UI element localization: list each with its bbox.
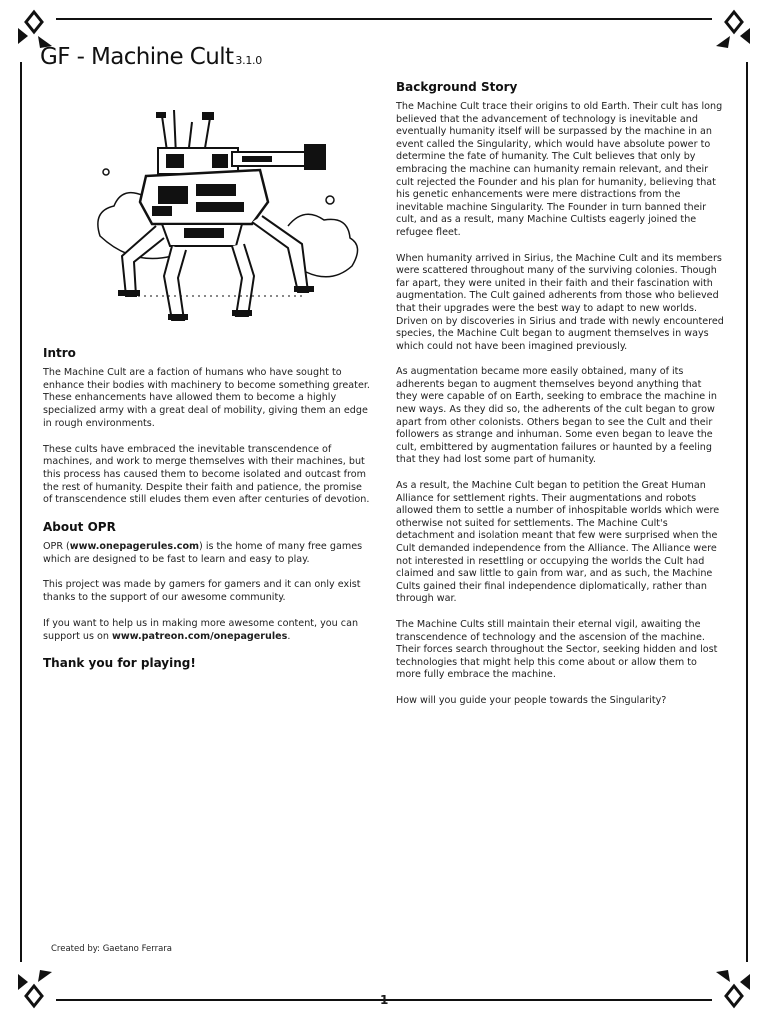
machine-walker-illustration	[92, 106, 362, 326]
background-paragraph: When humanity arrived in Sirius, the Machine Cult and its members were scattered throughout many of the surviving colonies. Though far apart, they were united in their faith and their fascination with augmentation. The Cult gained adherents from those who believed that their upgrades were the best way to adapt to new worlds. Driven on by discoveries in Sirius and trade with newly encountered species, the Machine Cult began to augment themselves in ways which could not have been imagined previously.	[396, 252, 724, 352]
frame-left-border	[20, 62, 22, 962]
intro-heading: Intro	[43, 346, 76, 360]
left-column	[43, 346, 373, 677]
page-title	[40, 44, 262, 70]
thanks-heading: Thank you for playing!	[43, 656, 196, 671]
title-version: 3.1.0	[235, 54, 262, 67]
right-column	[396, 80, 724, 721]
corner-ornament-bottom-left	[12, 966, 56, 1010]
corner-ornament-top-right	[712, 8, 756, 52]
about-paragraph: This project was made by gamers for gamers and it can only exist thanks to the support of our awesome community.	[43, 579, 361, 604]
background-paragraph: The Machine Cult trace their origins to old Earth. Their cult has long believed that the advancement of technology is inevitable and eventually humanity itself will be surpassed by the machine in an event called the Singularity, which would have absolute power to determine the fate of humanity. The Cult believes that only by embracing the machine can humanity remain relevant, and their cult rejected the Founder and his plan for humanity, believing that his genetic enhancements were mere distractions from the inevitable machine Singularity. The Founder in turn banned their cult, and as a result, many Machine Cultists eagerly joined the refugee fleet.	[396, 101, 723, 238]
background-paragraph: The Machine Cults still maintain their eternal vigil, awaiting the transcendence of technology and the ascension of the machine. Their forces search throughout the Sector, seeking hidden and lost technologies that might help this come about or allow them to more fully embrace the machine.	[396, 618, 718, 681]
background-heading: Background Story	[396, 80, 518, 94]
intro-paragraph: The Machine Cult are a faction of humans who have sought to enhance their bodies with machinery to become something greater. These enhancements have allowed them to become a highly specialized army with a great deal of mobility, giving them an edge in rough environments.	[43, 367, 370, 429]
background-paragraph: How will you guide your people towards the Singularity?	[396, 694, 667, 706]
background-paragraph: As a result, the Machine Cult began to petition the Great Human Alliance for settlement rights. Their augmentations and robots allowed them to settle a number of inhospitable worlds which were otherwise not suited for settlements. The Machine Cult's detachment and isolation meant that few were surprised when the Cult demanded independence from the Alliance. The Alliance were not interested in resettling or occupying the worlds the Cult had claimed and saw little to gain from war, and as such, the Machine Cults gained their final independence diplomatically, rather than through war.	[396, 480, 720, 605]
about-paragraph	[43, 618, 373, 643]
about-text: OPR (	[43, 541, 70, 553]
frame-top-border	[56, 18, 712, 20]
website-link[interactable]: www.onepagerules.com	[69, 541, 200, 553]
credits-text: Created by: Gaetano Ferrara	[51, 944, 172, 954]
about-text: If you want to help us in making more awesome content, you can support us on	[43, 617, 359, 642]
patreon-link[interactable]: www.patreon.com/onepagerules	[112, 630, 288, 642]
about-text: .	[287, 630, 291, 642]
intro-paragraph: These cults have embraced the inevitable transcendence of machines, and work to merge themselves with their machines, but this process has caused them to become isolated and outcast from the rest of humanity. Despite their faith and patience, the promise of transcendence still eludes them even after centuries of devotion.	[43, 443, 370, 506]
corner-ornament-bottom-right	[712, 966, 756, 1010]
about-paragraph	[43, 541, 373, 566]
title-text: GF - Machine Cult	[40, 44, 234, 70]
about-heading: About OPR	[43, 520, 116, 535]
about-text: ) is the home of many free games which are designed to be fast to learn and easy to play.	[43, 541, 363, 565]
background-paragraph: As augmentation became more easily obtained, many of its adherents began to augment themselves beyond anything that they were capable of on Earth, seeking to embrace the machine in new ways. As they did so, the adherents of the cult began to grow apart from other colonists. Others began to see the Cult and their followers as strange and inhuman. Some even began to leave the cult, embittered by augmentation failures or haunted by a feeling that they had lost some part of humanity.	[396, 366, 717, 466]
page-number: 1	[380, 993, 389, 1007]
frame-right-border	[746, 62, 748, 962]
